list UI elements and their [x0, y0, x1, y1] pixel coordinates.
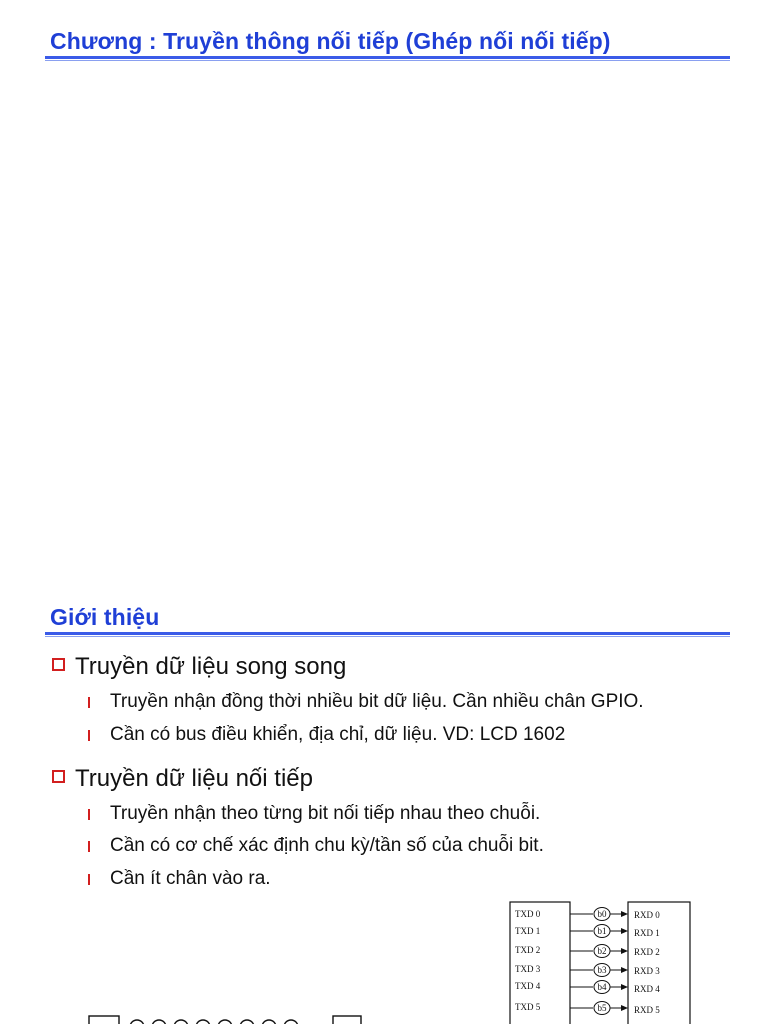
serial-bit-circle [240, 1020, 254, 1024]
bit-label: b5 [597, 1003, 607, 1013]
parallel-point-1-text: Truyền nhận đồng thời nhiều bit dữ liệu. Cần nhiều chân GPIO. [110, 691, 644, 712]
slide-1-title-rule [45, 56, 730, 61]
parallel-bus-diagram [505, 895, 705, 1024]
serial-bit-circle [196, 1020, 210, 1024]
serial-bitstream-figure [85, 1012, 375, 1024]
bullet-mark-icon [88, 697, 90, 708]
rx-label: RXD 5 [634, 1005, 660, 1015]
serial-rx-box [333, 1016, 361, 1024]
tx-label: TXD 3 [515, 964, 541, 974]
arrowhead-icon [621, 948, 628, 954]
arrowhead-icon [621, 1005, 628, 1011]
slide-2-title: Giới thiệu [50, 604, 160, 630]
serial-bit-circle [284, 1020, 298, 1024]
serial-point-1-text: Truyền nhận theo từng bit nối tiếp nhau theo chuỗi. [110, 803, 541, 824]
slide-2-title-rule [45, 632, 730, 637]
bit-label: b2 [597, 946, 607, 956]
bullet-mark-icon [88, 841, 90, 852]
serial-tx-box [89, 1016, 119, 1024]
bit-label: b0 [597, 909, 607, 919]
rx-label: RXD 0 [634, 910, 660, 920]
parallel-point-2 [88, 724, 565, 746]
bullet-mark-icon [88, 874, 90, 885]
rx-label: RXD 2 [634, 947, 660, 957]
serial-point-2-text: Cần có cơ chế xác định chu kỳ/tần số của chuỗi bit. [110, 835, 544, 856]
serial-point-3 [88, 868, 271, 890]
rx-label: RXD 4 [634, 984, 660, 994]
bullet-mark-icon [88, 730, 90, 741]
parallel-heading [52, 653, 346, 681]
serial-heading [52, 765, 313, 793]
serial-bit-circle [130, 1020, 144, 1024]
slide-1-title: Chương : Truyền thông nối tiếp (Ghép nối nối tiếp) [50, 28, 611, 54]
rx-label: RXD 3 [634, 966, 660, 976]
parallel-point-2-text: Cần có bus điều khiển, địa chỉ, dữ liệu. VD: LCD 1602 [110, 724, 566, 745]
checkbox-bullet-icon [52, 658, 65, 671]
checkbox-bullet-icon [52, 770, 65, 783]
tx-label: TXD 2 [515, 945, 541, 955]
rx-label: RXD 1 [634, 928, 660, 938]
serial-point-1 [88, 803, 540, 825]
arrowhead-icon [621, 911, 628, 917]
arrowhead-icon [621, 967, 628, 973]
serial-bit-circle [174, 1020, 188, 1024]
arrowhead-icon [621, 928, 628, 934]
serial-point-3-text: Cần ít chân vào ra. [110, 868, 271, 889]
serial-heading-text: Truyền dữ liệu nối tiếp [75, 765, 313, 792]
bit-label: b1 [597, 926, 607, 936]
serial-point-2 [88, 835, 544, 857]
bit-label: b4 [597, 982, 607, 992]
serial-bit-circle [218, 1020, 232, 1024]
tx-label: TXD 1 [515, 926, 541, 936]
arrowhead-icon [621, 984, 628, 990]
tx-label: TXD 5 [515, 1002, 541, 1012]
bullet-mark-icon [88, 809, 90, 820]
parallel-heading-text: Truyền dữ liệu song song [75, 653, 347, 680]
serial-bit-circle [262, 1020, 276, 1024]
serial-bit-circle [152, 1020, 166, 1024]
tx-label: TXD 4 [515, 981, 541, 991]
tx-label: TXD 0 [515, 909, 541, 919]
bit-label: b3 [597, 965, 607, 975]
parallel-point-1 [88, 691, 644, 713]
